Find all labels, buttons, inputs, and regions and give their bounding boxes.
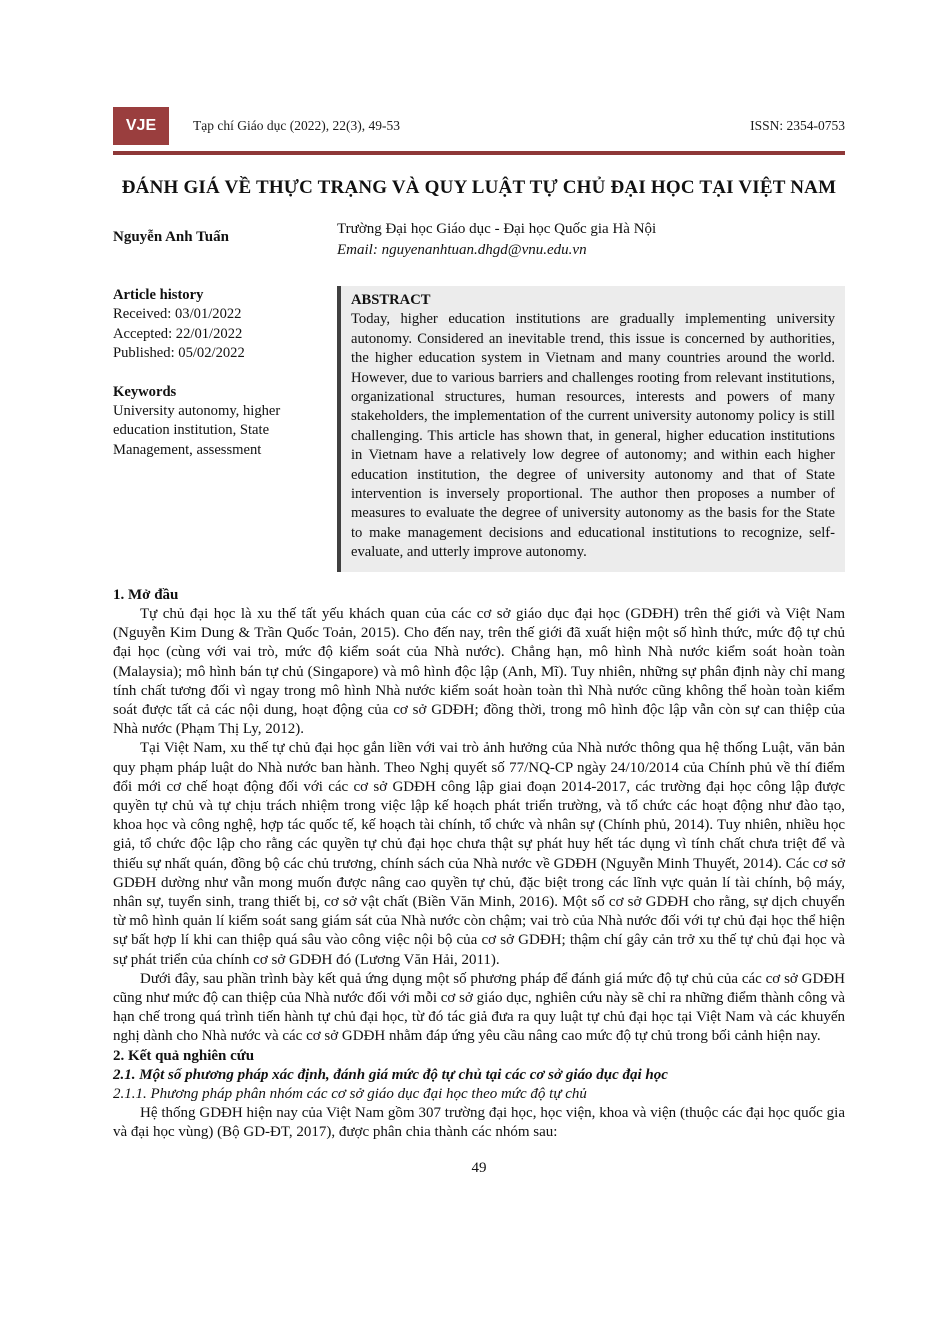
abstract-text: Today, higher education institutions are gradually implementing university autonomy. Considered an inevitable trend, this issue is concerned by authorities, the higher education system in Vietnam and many countries around the world. However, due to various barriers and challenges rooting from relevant institutions, organizational structures, human resources, interests and powers of many stakeholders, the implementation of the current university autonomy policy is still challenging. This article has shown that, in general, higher education institutions in Vietnam have a relatively low degree of autonomy; and within each higher education institution, the degree of university autonomy and that of State intervention is inversely proportional. The author then proposes a number of measures to evaluate the degree of university autonomy as the basis for the State to make management decisions and educational institutions to recognize, self-evaluate, and utterly improve autonomy. <box>351 311 835 561</box>
received-date: Received: 03/01/2022 <box>113 306 242 323</box>
abstract-heading: ABSTRACT <box>351 292 431 308</box>
keywords-heading: Keywords <box>113 383 177 400</box>
section-2-heading: 2. Kết quả nghiên cứu <box>113 1047 255 1064</box>
author-email: Email: nguyenanhtuan.dhgd@vnu.edu.vn <box>337 242 587 258</box>
abstract-box <box>337 286 845 572</box>
accepted-date: Accepted: 22/01/2022 <box>113 325 243 342</box>
paragraph: Tự chủ đại học là xu thế tất yếu khách quan của các cơ sở giáo dục đại học (GDĐH) trên thế giới và Việt Nam (Nguyễn Kim Dung & Trần Quốc Toản, 2015). Cho đến nay, trên thế giới đã xuất hiện một số hình thức, mức độ tự chủ đại học (cùng với vai trò, mức độ kiểm soát của Nhà nước). Chẳng hạn, mô hình Nhà nước kiểm soát hoàn toàn (Malaysia); mô hình bán tự chủ (Singapore) và mô hình độc lập (Anh, Mĩ). Tuy nhiên, những sự phân định này chỉ mang tính chất tương đối vì ngay trong mô hình Nhà nước kiểm soát hoàn toàn thì Nhà nước cũng không thể hoàn toàn kiểm soát được tất cả các nội dung, hoạt động của cơ sở GDĐH; đồng thời, trong mô hình độc lập vẫn còn sự can thiệp của Nhà nước (Phạm Thị Ly, 2012). <box>113 605 845 738</box>
author-affiliation-block <box>337 219 845 261</box>
page-number: 49 <box>471 1159 487 1176</box>
affiliation: Trường Đại học Giáo dục - Đại học Quốc gia Hà Nội <box>337 221 657 237</box>
article-history-heading: Article history <box>113 287 204 303</box>
keywords-text: University autonomy, higher education institution, State Management, assessment <box>113 403 281 458</box>
paragraph: Hệ thống GDĐH hiện nay của Việt Nam gồm 307 trường đại học, học viện, khoa và viện (thuộc các đại học quốc gia và đại học vùng) (Bộ GD-ĐT, 2017), được phân chia thành các nhóm sau: <box>113 1105 845 1141</box>
article-meta-column <box>113 286 337 572</box>
author-row <box>113 219 845 261</box>
paragraph: Dưới đây, sau phần trình bày kết quả ứng dụng một số phương pháp để đánh giá mức độ tự chủ của các cơ sở GDĐH cũng như mức độ can thiệp của Nhà nước đối với mỗi cơ sở giáo dục, nghiên cứu này sẽ chỉ ra những điểm thành công và hạn chế trong quá trình tiến hành tự chủ đại học, từ đó tác giả đưa ra quy luật tự chủ đại học tại Việt Nam và các khuyến nghị dành cho Nhà nước và các cơ sở GDĐH nhằm đáp ứng yêu cầu nâng cao mức độ tự chủ trong bối cảnh hiện nay. <box>113 970 845 1045</box>
paragraph: Tại Việt Nam, xu thế tự chủ đại học gắn liền với vai trò ảnh hưởng của Nhà nước thông qua hệ thống Luật, văn bản quy phạm pháp luật do Nhà nước ban hành. Theo Nghị quyết số 77/NQ-CP ngày 24/10/2014 của Chính phủ về thí điểm đổi mới cơ chế hoạt động đối với các cơ sở GDĐH công lập giai đoạn 2014-2017, các trường đại học công lập được quyền tự chủ và tự chịu trách nhiệm trong việc lập kế hoạch phát triển trường, và tổ chức các hoạt động như đào tạo, khoa học và công nghệ, hợp tác quốc tế, kế hoạch tài chính, tổ chức và nhân sự (Chính phủ, 2014). Tuy nhiên, nhiều học giả, tổ chức độc lập cho rằng các quyền tự chủ đại học chưa thật sự phát huy hết tác dụng vì tính chất chưa triệt để và thiếu sự nhất quán, đồng bộ các chủ trương, chính sách của Nhà nước về GDĐH (Nguyễn Minh Thuyết, 2014). Các cơ sở GDĐH dường như vẫn mong muốn được nâng cao quyền tự chủ, đặc biệt trong các lĩnh vực quản lí tài chính, bộ máy, nhân sự, tuyển sinh, trang thiết bị, cơ sở vật chất (Biền Văn Minh, 2016). Một số cơ sở GDĐH cho rằng, sự dịch chuyển từ mô hình quản lí kiểm soát sang giám sát của Nhà nước còn chậm; vai trò của Nhà nước đối với tự chủ đại học thể hiện sự bất hợp lí khi can thiệp quá sâu vào công việc nội bộ của cơ sở GDĐH; thậm chí gây cản trở xu thế tự chủ đại học và sự phát triển của chính cơ sở GDĐH đó (Lương Văn Hải, 2011). <box>113 740 845 968</box>
journal-logo: VJE <box>113 107 169 145</box>
paper-page <box>113 108 845 1177</box>
journal-header <box>113 108 845 144</box>
section-2-1-1-heading: 2.1.1. Phương pháp phân nhóm các cơ sở giáo dục đại học theo mức độ tự chủ <box>113 1085 587 1102</box>
journal-issn: ISSN: 2354-0753 <box>750 118 845 133</box>
article-body <box>113 586 845 1143</box>
article-title: ĐÁNH GIÁ VỀ THỰC TRẠNG VÀ QUY LUẬT TỰ CHỦ ĐẠI HỌC TẠI VIỆT NAM <box>121 177 837 198</box>
header-divider <box>113 151 845 155</box>
section-1-heading: 1. Mở đầu <box>113 586 179 603</box>
journal-citation: Tạp chí Giáo dục (2022), 22(3), 49-53 <box>193 118 400 133</box>
section-2-1-heading: 2.1. Một số phương pháp xác định, đánh giá mức độ tự chủ tại các cơ sở giáo dục đại học <box>113 1066 668 1083</box>
keywords-block <box>113 383 323 461</box>
author-name: Nguyễn Anh Tuấn <box>113 229 229 245</box>
published-date: Published: 05/02/2022 <box>113 345 245 362</box>
meta-row <box>113 286 845 572</box>
